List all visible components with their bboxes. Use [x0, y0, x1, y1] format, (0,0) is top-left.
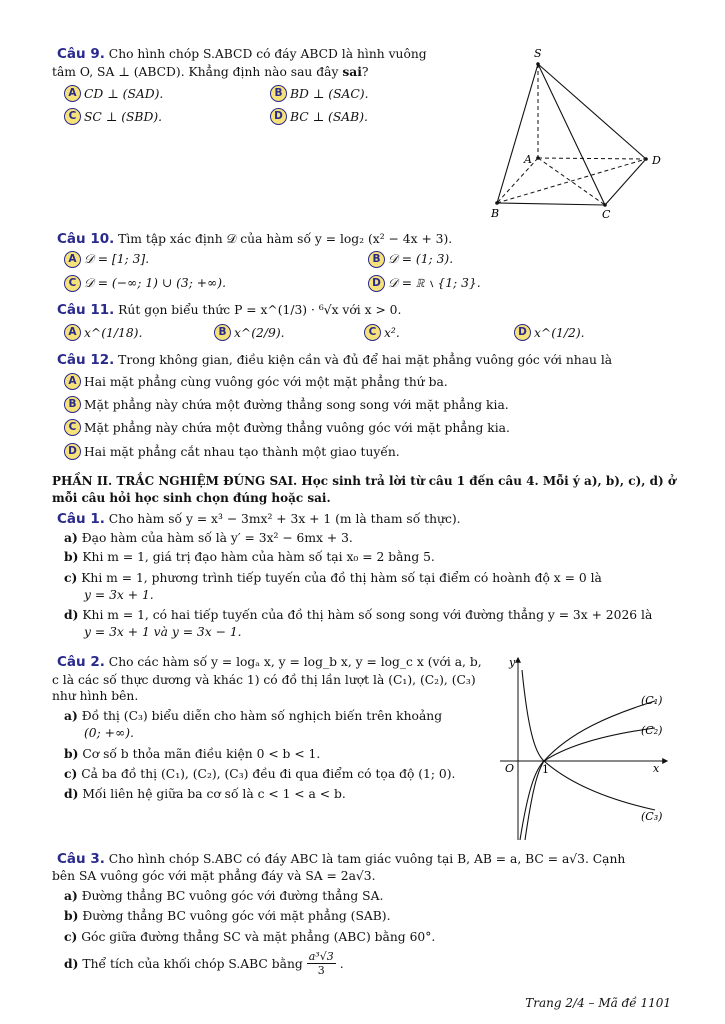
option-letter: C	[364, 324, 381, 341]
option-text: Mặt phẳng này chứa một đường thẳng song song với mặt phẳng kia.	[84, 397, 509, 412]
origin-label: O	[505, 762, 515, 775]
q9-option-c[interactable]	[64, 108, 162, 125]
item-label: a)	[64, 530, 78, 545]
p2q3-stem-2: bên SA vuông góc với mặt phẳng đáy và SA = 2a√3.	[52, 869, 376, 883]
option-text: x^(1/18).	[84, 325, 143, 340]
p2q1-item-b	[64, 549, 435, 564]
q12-text: Trong không gian, điều kiện cần và đủ để hai mặt phẳng vuông góc với nhau là	[118, 353, 613, 367]
p2q1-item-c	[64, 570, 602, 585]
p2q1-item-a	[64, 530, 353, 545]
q12-label: Câu 12.	[57, 352, 115, 368]
label-a: A	[524, 153, 532, 166]
q10-option-c[interactable]	[64, 275, 226, 292]
option-text: Mặt phẳng này chứa một đường thẳng vuông góc với mặt phẳng kia.	[84, 420, 510, 435]
item-text: Đường thẳng BC vuông góc với mặt phẳng (SAB).	[82, 909, 391, 923]
p2q1-item-d	[64, 607, 652, 622]
item-text: Cả ba đồ thị (C₁), (C₂), (C₃) đều đi qua điểm có tọa độ (1; 0).	[81, 767, 456, 781]
p2q2-stem-1	[57, 654, 482, 670]
period: .	[339, 956, 344, 971]
label-b: B	[491, 207, 500, 220]
curve-c2	[525, 728, 655, 840]
label-d: D	[652, 154, 661, 167]
item-text: Góc giữa đường thẳng SC và mặt phẳng (ABC) bằng 60°.	[81, 930, 436, 944]
option-letter: D	[64, 443, 81, 460]
q10-text: Tìm tập xác định 𝒟 của hàm số y = log₂ (x² − 4x + 3).	[118, 232, 453, 246]
item-label: c)	[64, 570, 78, 585]
q12-option-d[interactable]	[64, 443, 400, 460]
fraction-denominator: 3	[317, 964, 325, 977]
q10-stem	[57, 231, 452, 247]
c2-label: (C₂)	[641, 724, 663, 737]
log-graph	[495, 650, 675, 845]
option-letter: A	[64, 373, 81, 390]
q11-option-b[interactable]	[214, 324, 285, 341]
q12-option-b[interactable]	[64, 396, 509, 413]
option-text: 𝒟 = [1; 3].	[84, 252, 150, 266]
q9-option-b[interactable]	[270, 85, 369, 102]
p2q2-item-a-cont: (0; +∞).	[84, 726, 134, 740]
p2q2-label: Câu 2.	[57, 654, 105, 670]
option-text: BC ⊥ (SAB).	[290, 109, 368, 124]
option-letter: D	[368, 275, 385, 292]
item-text: Đường thẳng BC vuông góc với đường thẳng SA.	[81, 889, 384, 903]
q11-option-a[interactable]	[64, 324, 142, 341]
label-c: C	[602, 208, 611, 221]
part2-heading-line1: PHẦN II. TRẮC NGHIỆM ĐÚNG SAI. Học sinh trả lời từ câu 1 đến câu 4. Mỗi ý a), b), c), d) ở	[52, 474, 676, 488]
option-letter: B	[270, 85, 287, 102]
q11-label: Câu 11.	[57, 302, 115, 318]
item-text: Khi m = 1, có hai tiếp tuyến của đồ thị hàm số song song với đường thẳng y = 3x + 2026 là	[82, 608, 653, 622]
p2q2-text-1: Cho các hàm số y = logₐ x, y = log_b x, y = log_c x (với a, b,	[108, 655, 482, 669]
p2q1-text: Cho hàm số y = x³ − 3mx² + 3x + 1 (m là tham số thực).	[108, 512, 461, 526]
item-text: Đồ thị (C₃) biểu diễn cho hàm số nghịch biến trên khoảng	[81, 709, 443, 723]
p2q3-item-d	[64, 950, 344, 977]
q10-option-b[interactable]	[368, 251, 453, 268]
item-label: b)	[64, 908, 79, 923]
curve-c1	[520, 701, 655, 840]
item-text: Thể tích của khối chóp S.ABC bằng	[82, 956, 303, 971]
q10-label: Câu 10.	[57, 231, 115, 247]
item-label: c)	[64, 929, 78, 944]
q12-stem	[57, 352, 612, 368]
item-text: Đạo hàm của hàm số là y′ = 3x² − 6mx + 3.	[81, 531, 353, 545]
option-text: CD ⊥ (SAD).	[84, 86, 164, 101]
q11-stem	[57, 302, 401, 318]
option-text: x^(2/9).	[234, 325, 285, 340]
volume-fraction	[307, 950, 336, 977]
p2q3-item-c	[64, 929, 435, 944]
p2q1-label: Câu 1.	[57, 511, 105, 527]
p2q3-stem-1	[57, 851, 625, 867]
q12-option-a[interactable]	[64, 373, 448, 390]
option-letter: D	[514, 324, 531, 341]
item-label: b)	[64, 549, 79, 564]
p2q3-item-b	[64, 908, 391, 923]
q10-option-d[interactable]	[368, 275, 481, 292]
item-text: Mối liên hệ giữa ba cơ số là c < 1 < a < b.	[82, 787, 346, 801]
option-text: Hai mặt phẳng cùng vuông góc với một mặt phẳng thứ ba.	[84, 374, 448, 389]
item-label: a)	[64, 888, 78, 903]
item-text: Khi m = 1, phương trình tiếp tuyến của đồ thị hàm số tại điểm có hoành độ x = 0 là	[81, 571, 602, 585]
item-label: c)	[64, 766, 78, 781]
item-text: Cơ số b thỏa mãn điều kiện 0 < b < 1.	[82, 747, 321, 761]
p2q3-item-a	[64, 888, 383, 903]
q9-option-a[interactable]	[64, 85, 163, 102]
p2q1-item-c-cont: y = 3x + 1.	[84, 588, 154, 602]
c1-label: (C₁)	[641, 694, 663, 707]
q9-text-2: tâm O, SA ⊥ (ABCD). Khẳng định nào sau đây	[52, 65, 339, 79]
p2q1-stem	[57, 511, 461, 527]
option-text: x^(1/2).	[534, 325, 585, 340]
q9-text-end: ?	[361, 65, 369, 79]
option-letter: B	[214, 324, 231, 341]
p2q2-item-b	[64, 746, 320, 761]
fraction-numerator: a³√3	[308, 950, 334, 963]
p2q2-item-d	[64, 786, 346, 801]
y-label: y	[509, 656, 516, 669]
option-letter: B	[64, 396, 81, 413]
item-label: b)	[64, 746, 79, 761]
option-letter: A	[64, 251, 81, 268]
option-text: SC ⊥ (SBD).	[84, 109, 163, 124]
p2q2-stem-2: c là các số thực dương và khác 1) có đồ thị lần lượt là (C₁), (C₂), (C₃)	[52, 673, 476, 687]
item-label: d)	[64, 956, 79, 971]
option-letter: D	[270, 108, 287, 125]
q9-option-d[interactable]	[270, 108, 368, 125]
q10-option-a[interactable]	[64, 251, 149, 268]
p2q2-item-c	[64, 766, 455, 781]
item-label: d)	[64, 607, 79, 622]
option-text: BD ⊥ (SAC).	[290, 86, 369, 101]
c3-label: (C₃)	[641, 810, 663, 823]
q11-text: Rút gọn biểu thức P = x^(1/3) · ⁶√x với x > 0.	[118, 303, 402, 317]
p2q2-stem-3: như hình bên.	[52, 689, 139, 703]
p2q1-item-d-cont: y = 3x + 1 và y = 3x − 1.	[84, 625, 242, 639]
q12-option-c[interactable]	[64, 419, 510, 436]
x-label: x	[653, 762, 660, 775]
q9-line1	[57, 46, 427, 62]
option-text: x².	[384, 325, 400, 340]
option-letter: C	[64, 275, 81, 292]
option-text: Hai mặt phẳng cắt nhau tạo thành một giao tuyến.	[84, 444, 400, 459]
q9-line2	[52, 64, 369, 79]
q9-text-bold: sai	[342, 64, 362, 79]
pyramid-figure	[480, 40, 680, 225]
option-text: 𝒟 = (−∞; 1) ∪ (3; +∞).	[84, 276, 226, 290]
option-text: 𝒟 = ℝ ∖ {1; 3}.	[388, 276, 481, 290]
tick-one-label: 1	[542, 763, 549, 776]
option-letter: C	[64, 419, 81, 436]
curve-c3	[522, 670, 655, 810]
q11-option-d[interactable]	[514, 324, 585, 341]
p2q3-text-1: Cho hình chóp S.ABC có đáy ABC là tam giác vuông tại B, AB = a, BC = a√3. Cạnh	[108, 852, 626, 866]
option-letter: A	[64, 85, 81, 102]
p2q2-item-a	[64, 708, 442, 723]
item-label: a)	[64, 708, 78, 723]
p2q3-label: Câu 3.	[57, 851, 105, 867]
q9-label: Câu 9.	[57, 46, 105, 62]
page-footer: Trang 2/4 – Mã đề 1101	[525, 996, 671, 1010]
q9-text-1: Cho hình chóp S.ABCD có đáy ABCD là hình vuông	[108, 47, 427, 61]
option-letter: B	[368, 251, 385, 268]
option-letter: C	[64, 108, 81, 125]
item-label: d)	[64, 786, 79, 801]
q11-option-c[interactable]	[364, 324, 400, 341]
part2-heading-line2: mỗi câu hỏi học sinh chọn đúng hoặc sai.	[52, 491, 331, 505]
label-s: S	[534, 47, 542, 60]
option-text: 𝒟 = (1; 3).	[388, 252, 454, 266]
item-text: Khi m = 1, giá trị đạo hàm của hàm số tại x₀ = 2 bằng 5.	[82, 550, 435, 564]
option-letter: A	[64, 324, 81, 341]
